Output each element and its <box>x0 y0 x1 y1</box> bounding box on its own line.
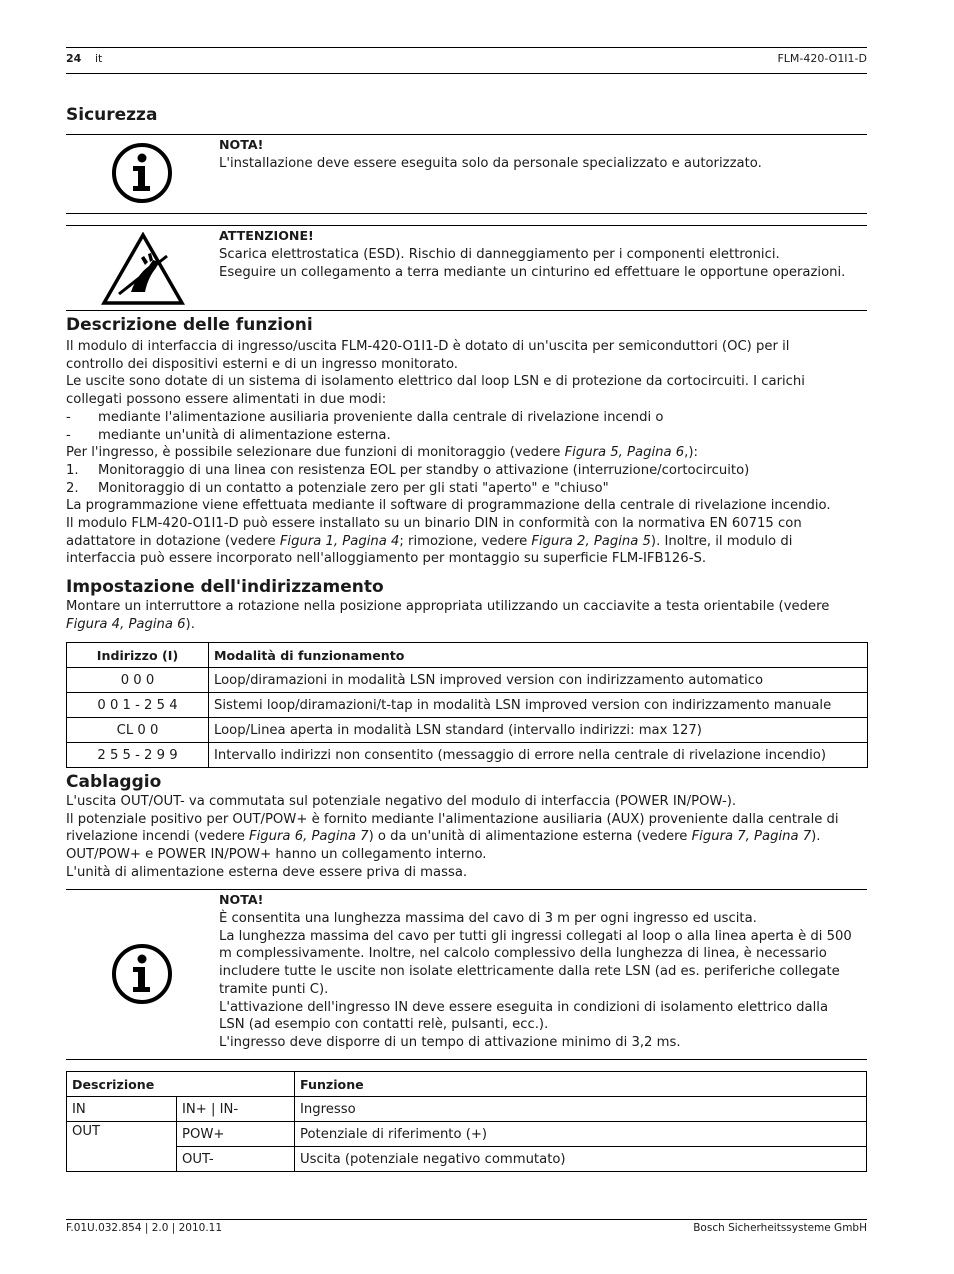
table-row <box>67 1122 867 1147</box>
info-icon <box>111 142 173 204</box>
text-line: Per l'ingresso, è possibile selezionare due funzioni di monitoraggio (vedere Figura 5, Pagina 6,): <box>66 445 698 461</box>
note-text-line: tramite punti C). <box>219 981 329 997</box>
table-row <box>67 718 868 743</box>
header-rule-bottom <box>66 73 867 74</box>
warning-rule <box>66 225 867 226</box>
wiring-table <box>66 1071 867 1172</box>
table-header-cell: Indirizzo (I) <box>67 643 209 668</box>
note-rule <box>66 134 867 135</box>
list-number: 2. <box>66 480 79 496</box>
table-cell: OUT <box>67 1122 177 1172</box>
numbered-item <box>66 462 868 480</box>
section-title-sicurezza: Sicurezza <box>66 105 158 125</box>
note-block <box>219 892 852 1052</box>
table-cell: POW+ <box>177 1122 295 1147</box>
note-block <box>219 137 762 173</box>
bullet-item <box>66 409 868 427</box>
figure-reference: Figura 6, Pagina 7 <box>249 829 369 845</box>
text-line: adattatore in dotazione (vedere Figura 1, Pagina 4; rimozione, vedere Figura 2, Pagina 5). Inoltre, il modulo di <box>66 533 793 549</box>
address-table <box>66 642 868 768</box>
bullet-text: mediante un'unità di alimentazione esterna. <box>98 427 391 443</box>
table-row <box>67 668 868 693</box>
section-title-descrizione: Descrizione delle funzioni <box>66 315 313 335</box>
text-line: interfaccia può essere incorporato nell'alloggiamento per montaggio su superficie FLM-IFB126-S. <box>66 551 707 567</box>
note-text: L'installazione deve essere eseguita solo da personale specializzato e autorizzato. <box>219 156 762 171</box>
table-header-cell: Modalità di funzionamento <box>209 643 868 668</box>
warning-block <box>219 228 845 281</box>
figure-reference: Figura 4, Pagina 6 <box>66 616 186 632</box>
text-line: rivelazione incendi (vedere Figura 6, Pagina 7) o da un'unità di alimentazione esterna (vedere Figura 7, Pagina 7). <box>66 829 821 845</box>
table-cell: Uscita (potenziale negativo commutato) <box>295 1147 867 1172</box>
text-line: OUT/POW+ e POWER IN/POW+ hanno un collegamento interno. <box>66 847 487 863</box>
footer-rule <box>66 1219 867 1220</box>
note-text-line: includere tutte le uscite non isolate elettricamente dalla rete LSN (ad es. periferiche collegate <box>219 964 840 980</box>
addressing-body <box>66 598 868 633</box>
table-row <box>67 1147 867 1172</box>
text-line: La programmazione viene effettuata mediante il software di programmazione della centrale di rivelazione incendio. <box>66 498 831 514</box>
note-rule <box>66 889 867 890</box>
note-text-line: m complessivamente. Inoltre, nel calcolo complessivo della lunghezza di linea, è necessario <box>219 946 827 962</box>
table-cell: CL 0 0 <box>67 718 209 743</box>
text-line: controllo dei dispositivi esterni e di un ingresso monitorato. <box>66 356 458 372</box>
text-line: Il modulo FLM-420-O1I1-D può essere installato su un binario DIN in conformità con la normativa EN 60715 con <box>66 516 802 532</box>
figure-reference: Figura 7, Pagina 7 <box>691 829 812 845</box>
text-line: Le uscite sono dotate di un sistema di isolamento elettrico dal loop LSN e di protezione da cortocircuiti. I carichi <box>66 374 805 390</box>
wiring-body <box>66 793 868 882</box>
table-header-row <box>67 643 868 668</box>
bullet-text: mediante l'alimentazione ausiliaria proveniente dalla centrale di rivelazione incendi o <box>98 409 664 425</box>
text-line: L'uscita OUT/OUT- va commutata sul potenziale negativo del modulo di interfaccia (POWER IN/POW-). <box>66 794 737 809</box>
note-text-line: È consentita una lunghezza massima del cavo di 3 m per ogni ingresso ed uscita. <box>219 911 757 926</box>
table-cell: Ingresso <box>295 1097 867 1122</box>
text-line: Montare un interruttore a rotazione nella posizione appropriata utilizzando un cacciavite a testa orientabile (vedere <box>66 599 830 614</box>
warning-rule <box>66 310 867 311</box>
text-line: Il modulo di interfaccia di ingresso/uscita FLM-420-O1I1-D è dotato di un'uscita per semiconduttori (OC) per il <box>66 339 790 354</box>
note-text-line: La lunghezza massima del cavo per tutti gli ingressi collegati al loop o alla linea aperta è di 500 <box>219 928 852 944</box>
note-text-line: L'attivazione dell'ingresso IN deve essere eseguita in condizioni di isolamento elettrico dalla <box>219 999 829 1015</box>
table-cell: Sistemi loop/diramazioni/t-tap in modalità LSN improved version con indirizzamento manuale <box>209 693 868 718</box>
table-cell: 0 0 1 - 2 5 4 <box>67 693 209 718</box>
bullet-marker: - <box>66 427 71 443</box>
figure-reference: Figura 5, Pagina 6 <box>564 445 685 461</box>
table-header-cell: Funzione <box>295 1072 867 1097</box>
info-icon <box>111 943 173 1005</box>
note-rule <box>66 213 867 214</box>
table-row <box>67 693 868 718</box>
bullet-item <box>66 427 868 445</box>
table-cell: Loop/Linea aperta in modalità LSN standard (intervallo indirizzi: max 127) <box>209 718 868 743</box>
warning-text-line: Eseguire un collegamento a terra mediante un cinturino ed effettuare le opportune operazioni. <box>219 264 846 280</box>
numbered-item <box>66 480 868 498</box>
table-header-cell: Descrizione <box>67 1072 295 1097</box>
table-row <box>67 743 868 768</box>
description-body <box>66 338 868 568</box>
text-line: L'unità di alimentazione esterna deve essere priva di massa. <box>66 864 468 880</box>
table-cell: Potenziale di riferimento (+) <box>295 1122 867 1147</box>
table-cell: 2 5 5 - 2 9 9 <box>67 743 209 768</box>
footer-doc-info: F.01U.032.854 | 2.0 | 2010.11 <box>66 1222 223 1234</box>
note-title: NOTA! <box>219 892 264 907</box>
table-cell: 0 0 0 <box>67 668 209 693</box>
warning-title: ATTENZIONE! <box>219 228 314 243</box>
note-title: NOTA! <box>219 137 264 152</box>
figure-reference: Figura 1, Pagina 4 <box>279 533 400 549</box>
text-line: Il potenziale positivo per OUT/POW+ è fornito mediante l'alimentazione ausiliaria (AUX) proveniente dalla centrale di <box>66 811 839 827</box>
table-cell: Intervallo indirizzi non consentito (messaggio di errore nella centrale di rivelazione incendio) <box>209 743 868 768</box>
section-title-indirizzamento: Impostazione dell'indirizzamento <box>66 577 384 597</box>
footer-company: Bosch Sicherheitssysteme GmbH <box>693 1222 867 1234</box>
document-code: FLM-420-O1I1-D <box>777 52 867 65</box>
language-code: it <box>95 52 103 65</box>
bullet-marker: - <box>66 409 71 425</box>
text-line: Figura 4, Pagina 6). <box>66 616 195 632</box>
esd-warning-icon <box>101 232 185 306</box>
table-header-row <box>67 1072 867 1097</box>
section-title-cablaggio: Cablaggio <box>66 772 162 792</box>
table-cell: IN+ | IN- <box>177 1097 295 1122</box>
list-number: 1. <box>66 462 79 478</box>
header-rule-top <box>66 47 867 48</box>
page-number: 24 <box>66 52 82 65</box>
figure-reference: Figura 2, Pagina 5 <box>531 533 651 549</box>
warning-text-line: Scarica elettrostatica (ESD). Rischio di danneggiamento per i componenti elettronici. <box>219 247 780 262</box>
table-cell: OUT- <box>177 1147 295 1172</box>
table-cell: IN <box>67 1097 177 1122</box>
note-text-line: L'ingresso deve disporre di un tempo di attivazione minimo di 3,2 ms. <box>219 1034 681 1050</box>
list-text: Monitoraggio di una linea con resistenza EOL per standby o attivazione (interruzione/cortocircuito) <box>98 462 750 478</box>
note-text-line: LSN (ad esempio con contatti relè, pulsanti, ecc.). <box>219 1017 549 1033</box>
text-line: collegati possono essere alimentati in due modi: <box>66 392 387 408</box>
list-text: Monitoraggio di un contatto a potenziale zero per gli stati "aperto" e "chiuso" <box>98 480 609 496</box>
table-cell: Loop/diramazioni in modalità LSN improved version con indirizzamento automatico <box>209 668 868 693</box>
note-rule <box>66 1059 867 1060</box>
table-row <box>67 1097 867 1122</box>
